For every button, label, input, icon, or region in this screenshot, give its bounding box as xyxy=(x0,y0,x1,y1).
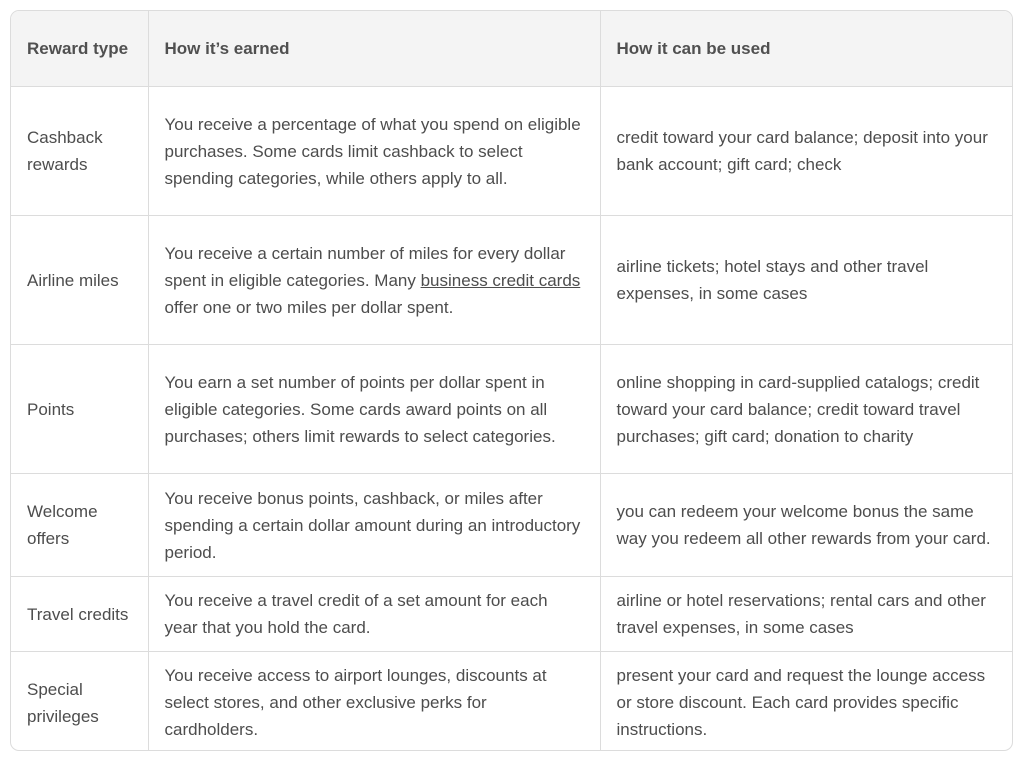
cell-how-used: airline tickets; hotel stays and other travel expenses, in some cases xyxy=(600,216,1012,345)
rewards-table-container xyxy=(10,10,1013,751)
table-row xyxy=(11,87,1012,216)
cell-how-earned: You receive access to airport lounges, discounts at select stores, and other exclusive perks for cardholders. xyxy=(148,652,600,752)
cell-how-earned: You receive a percentage of what you spend on eligible purchases. Some cards limit cashback to select spending categories, while others apply to all. xyxy=(148,87,600,216)
table-row xyxy=(11,216,1012,345)
header-how-earned: How it’s earned xyxy=(148,11,600,87)
header-how-used: How it can be used xyxy=(600,11,1012,87)
table-row xyxy=(11,345,1012,474)
cell-how-used: online shopping in card-supplied catalogs; credit toward your card balance; credit toward travel purchases; gift card; donation to charity xyxy=(600,345,1012,474)
cell-how-earned: You earn a set number of points per dollar spent in eligible categories. Some cards award points on all purchases; others limit rewards to select categories. xyxy=(148,345,600,474)
cell-reward-type: Special privileges xyxy=(11,652,148,752)
table-row xyxy=(11,577,1012,652)
cell-how-used: present your card and request the lounge access or store discount. Each card provides specific instructions. xyxy=(616,666,986,739)
business-credit-cards-link[interactable]: business credit cards xyxy=(420,270,581,290)
cell-how-earned xyxy=(148,216,600,345)
cell-reward-type: Points xyxy=(11,345,148,474)
cell-how-earned: You receive a travel credit of a set amount for each year that you hold the card. xyxy=(148,577,600,652)
cell-reward-type: Travel credits xyxy=(11,577,148,652)
header-row xyxy=(11,11,1012,87)
cell-reward-type: Airline miles xyxy=(11,216,148,345)
header-reward-type: Reward type xyxy=(11,11,148,87)
cell-how-used: credit toward your card balance; deposit into your bank account; gift card; check xyxy=(600,87,1012,216)
rewards-table xyxy=(11,11,1012,751)
earned-text-after: offer one or two miles per dollar spent. xyxy=(164,297,454,317)
table-body xyxy=(11,87,1012,752)
cell-reward-type: Cashback rewards xyxy=(11,87,148,216)
cell-how-used: you can redeem your welcome bonus the same way you redeem all other rewards from your card. xyxy=(600,474,1012,577)
table-row xyxy=(11,474,1012,577)
cell-how-used: airline or hotel reservations; rental cars and other travel expenses, in some cases xyxy=(600,577,1012,652)
table-header xyxy=(11,11,1012,87)
table-row xyxy=(11,652,1012,752)
cell-how-earned: You receive bonus points, cashback, or miles after spending a certain dollar amount during an introductory period. xyxy=(148,474,600,577)
earned-text-before: You receive a certain number of miles for every dollar spent in eligible categories. Many xyxy=(164,243,566,290)
cell-reward-type: Welcome offers xyxy=(11,474,148,577)
